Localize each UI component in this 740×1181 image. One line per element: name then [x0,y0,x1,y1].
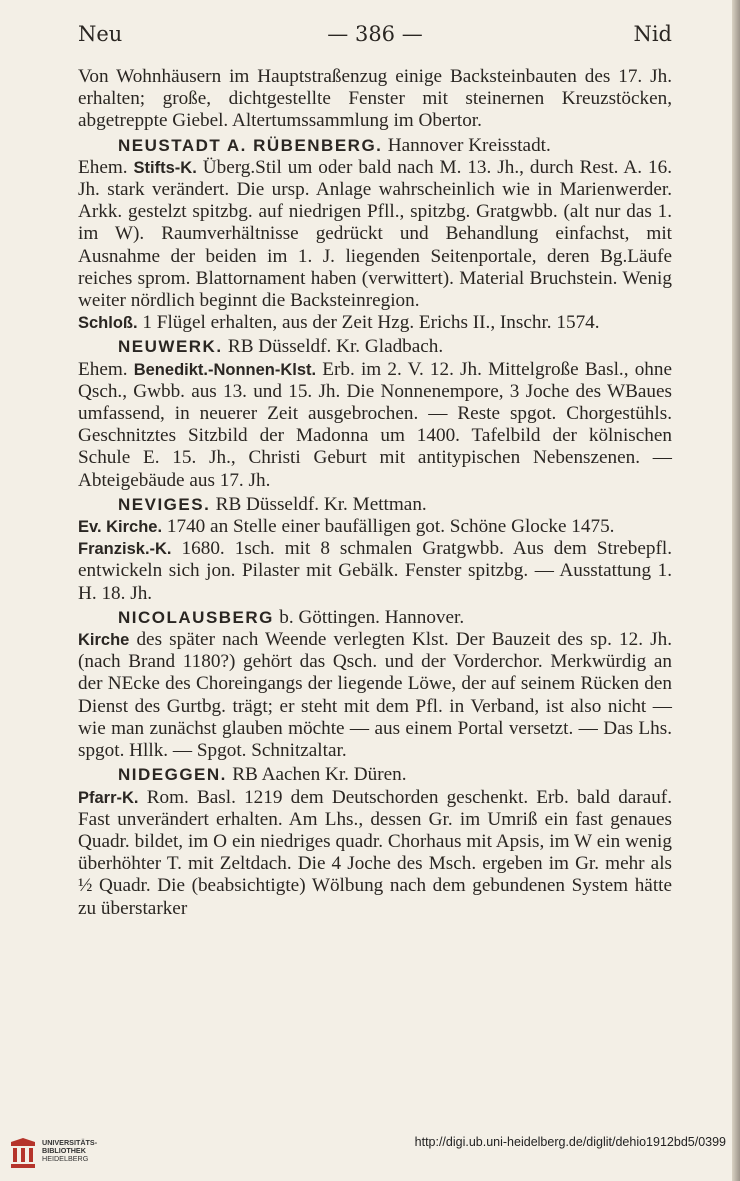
entry-keyword: Ev. Kirche. [78,518,163,537]
entry-prefix: Ehem. [78,156,134,178]
entry-paragraph [78,787,672,920]
entry-text: Rom. Basl. 1219 dem Deutschorden geschenkt. Erb. bald darauf. Fast unverändert erhalten. Am Lhs., dessen Gr. im Umriß ein fast genaues Quadr. bildet, im O ein niedriges quadr. Chorhaus mit Apsis, im W ein wenig überhöhter T. mit Zeltdach. Die 4 Joche des Msch. ergeben im Gr. mehr als ½ Quadr. Die (beabsichtigte) Wölbung nach dem gebundenen System hätte zu überstarker [78,786,672,919]
place-location: RB Düsseldf. Kr. Gladbach. [227,336,444,358]
place-location: RB Aachen Kr. Düren. [232,764,407,786]
body-text [78,66,672,920]
entry-paragraph [78,629,672,762]
entry-text: 1 Flügel erhalten, aus der Zeit Hzg. Erichs II., Inschr. 1574. [137,312,600,334]
entry-keyword: Franzisk.-K. [78,540,172,559]
place-name: NICOLAUSBERG [118,607,274,627]
entry-keyword: Benedikt.-Nonnen-Klst. [133,360,317,379]
page-edge [732,0,740,1181]
entry-paragraph [78,538,672,605]
entry-prefix: Ehem. [78,358,134,380]
library-name-line: UNIVERSITÄTS- [42,1138,98,1147]
header-right: Nid [633,22,672,46]
library-name [42,1139,97,1163]
entry-paragraph [78,157,672,312]
entry-paragraph [78,312,672,334]
place-name: NEVIGES. [118,494,211,514]
entry-text: des später nach Weende verlegten Klst. Der Bauzeit des sp. 12. Jh. (nach Brand 1180?) gehört das Qsch. und der Vorderchor. Merkwürdig an der NEcke des Choreingangs der liegende Löwe, der auf seinem Rücken den Dienst des Gurtbg. trägt; er steht mit dem Pfl. in Verband, ist also nicht — wie man zunächst glauben möchte — aus einem Portal versetzt. — Das Lhs. spgot. Hllk. — Spgot. Schnitzaltar. [78,629,672,762]
section-heading [78,135,672,157]
entry-keyword: Stifts-K. [133,158,197,177]
entry-keyword: Kirche [78,631,130,650]
entry-text: 1680. 1sch. mit 8 schmalen Gratgwbb. Aus dem Strebepfl. entwickeln sich jon. Pilaster mit Gebälk. Fenster spitzbg. — Ausstattung 1. H. 18. Jh. [78,538,672,604]
section-heading [78,336,672,358]
entry-keyword: Pfarr-K. [78,788,139,807]
place-location: RB Düsseldf. Kr. Mettman. [215,493,427,515]
footer-bar [0,1128,740,1181]
entry-paragraph [78,359,672,492]
section-heading [78,494,672,516]
source-url-link[interactable]: http://digi.ub.uni-heidelberg.de/diglit/dehio1912bd5/0399 [414,1135,726,1149]
place-name: NEUSTADT A. RÜBENBERG. [118,135,383,155]
place-location: b. Göttingen. Hannover. [279,606,465,628]
section-heading [78,607,672,629]
header-left: Neu [78,22,123,46]
entry-paragraph [78,516,672,538]
place-name: NEUWERK. [118,337,223,357]
library-logo-icon [8,1136,38,1170]
place-location: Hannover Kreisstadt. [387,134,551,156]
section-heading [78,764,672,786]
place-name: NIDEGGEN. [118,765,227,785]
entry-text: Erb. im 2. V. 12. Jh. Mittelgroße Basl., ohne Qsch., Gwbb. aus 13. und 15. Jh. Die Nonnenempore, 3 Joche des WBaues umfassend, in neuerer Zeit ausgebrochen. — Reste spgot. Chorgestühls. Geschnitztes Sitzbild der Madonna um 1400. Tafelbild der kölnischen Schule E. 15. Jh., Christi Geburt mit antitypischen Nebenszenen. — Abteigebäude aus 17. Jh. [78,358,672,491]
running-header [78,22,672,54]
page-number: — 386 — [327,22,423,46]
intro-paragraph: Von Wohnhäusern im Hauptstraßenzug einige Backsteinbauten des 17. Jh. erhalten; große, dichtgestellte Fenster mit steinernen Kreuzstöcken, abgetreppte Giebel. Altertumssammlung im Obertor. [78,66,672,132]
entry-text: Überg.Stil um oder bald nach M. 13. Jh., durch Rest. A. 16. Jh. stark verändert. Die ursp. Anlage wahrscheinlich wie in Marienwerder. Arkk. gestelzt spitzbg. auf niedrigen Pfll., spitzbg. Gratgwbb. (alt nur das 1. im W). Raumverhältnisse gedrückt und Behandlung einfachst, mit Ausnahme der beiden im 1. J. liegenden Seitenportale, deren Bg.Läufe reiches sprom. Blattornament haben (verwittert). Material Bruchstein. Wenig weiter nördlich beginnt die Backsteinregion. [78,156,672,312]
entry-text: 1740 an Stelle einer baufälligen got. Schöne Glocke 1475. [162,516,615,538]
entry-keyword: Schloß. [78,314,138,333]
library-name-line: HEIDELBERG [42,1154,89,1163]
library-name-line: BIBLIOTHEK [42,1146,86,1155]
